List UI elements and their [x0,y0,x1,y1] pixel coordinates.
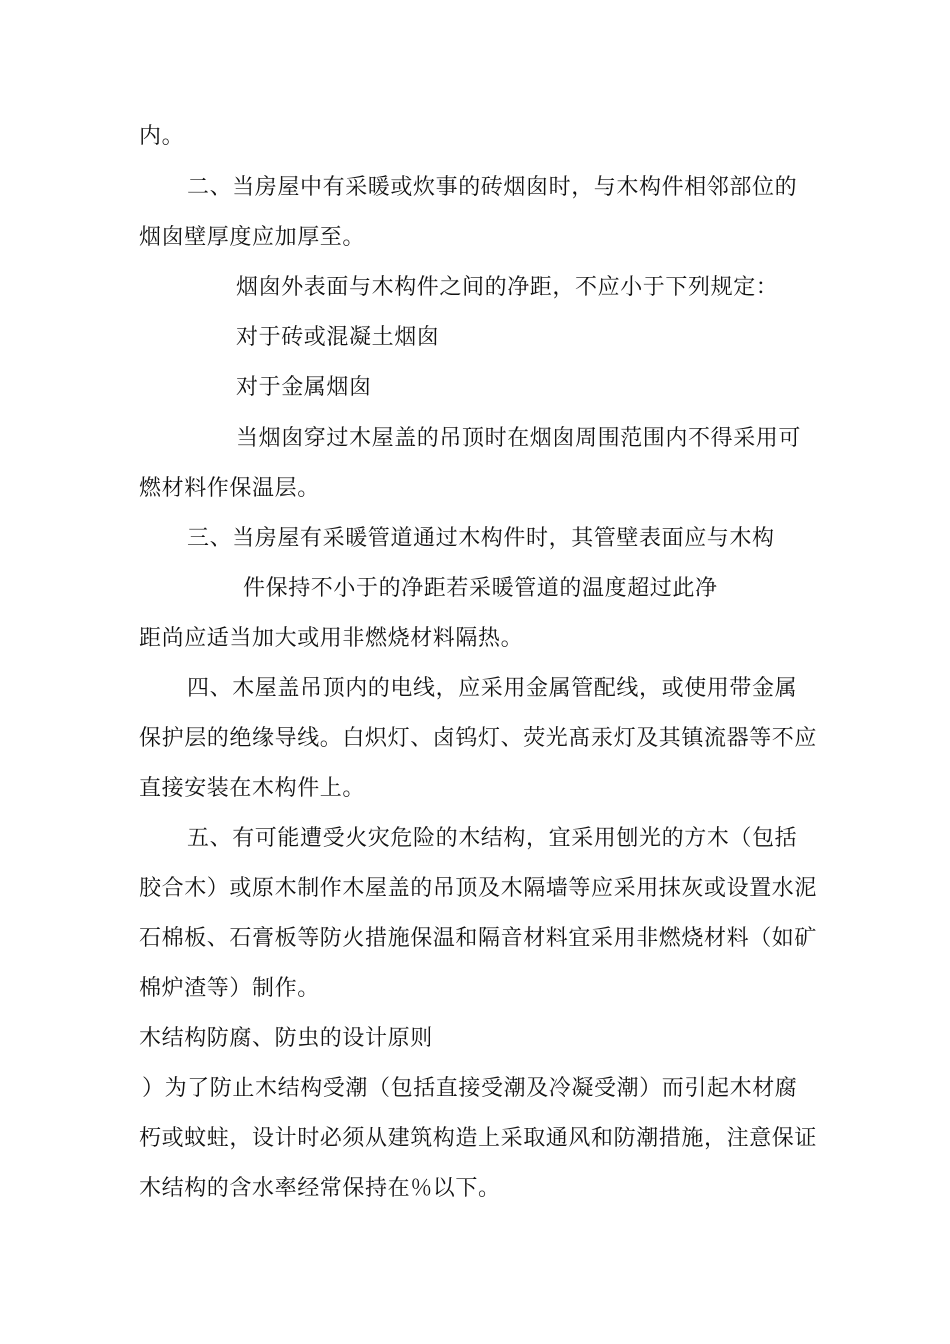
text-line: ）为了防止木结构受潮（包括直接受潮及冷凝受潮）而引起木材腐 [142,1076,798,1101]
text-line: 保护层的绝缘导线。白炽灯、卤钨灯、荧光髙汞灯及其镇流器等不应 [139,726,818,751]
text-line: 对于砖或混凝土烟囱 [236,325,440,350]
text-line: 烟囱壁厚度应加厚至。 [139,225,366,250]
text-line: 直接安装在木构件上。 [139,776,366,801]
text-line: 石棉板、石膏板等防火措施保温和隔音材料宜采用非燃烧材料（如矿 [139,926,818,951]
text-line: 对于金属烟囱 [236,375,372,400]
text-line: 件保持不小于的净距若采暖管道的温度超过此净 [243,576,718,601]
text-line: 胶合木）或原木制作木屋盖的吊顶及木隔墙等应采用抹灰或设置水泥 [139,876,818,901]
text-line: 棉炉渣等）制作。 [139,976,320,1001]
text-line: 距尚应适当加大或用非燃烧材料隔热。 [139,626,524,651]
text-line: 内。 [139,124,185,149]
text-line: 木结构的含水率经常保持在％以下。 [139,1176,501,1201]
section-heading: 木结构防腐、防虫的设计原则 [139,1026,433,1051]
text-line: 三、当房屋有采暖管道通过木构件时，其管壁表面应与木构 [187,526,775,551]
text-line: 当烟囱穿过木屋盖的吊顶时在烟囱周围范围内不得采用可 [236,426,802,451]
text-line: 五、有可能遭受火灾危险的木结构，宜采用刨光的方木（包括 [187,826,798,851]
text-line: 二、当房屋中有采暖或炊事的砖烟囱时，与木构件相邻部位的 [187,175,798,200]
text-line: 朽或蚊蛀，设计时必须从建筑构造上采取通风和防潮措施，注意保证 [139,1126,818,1151]
text-line: 四、木屋盖吊顶内的电线，应采用金属管配线，或使用带金属 [187,676,798,701]
text-line: 烟囱外表面与木构件之间的净距，不应小于下列规定： [236,275,779,300]
text-line: 燃材料作保温层。 [139,476,320,501]
